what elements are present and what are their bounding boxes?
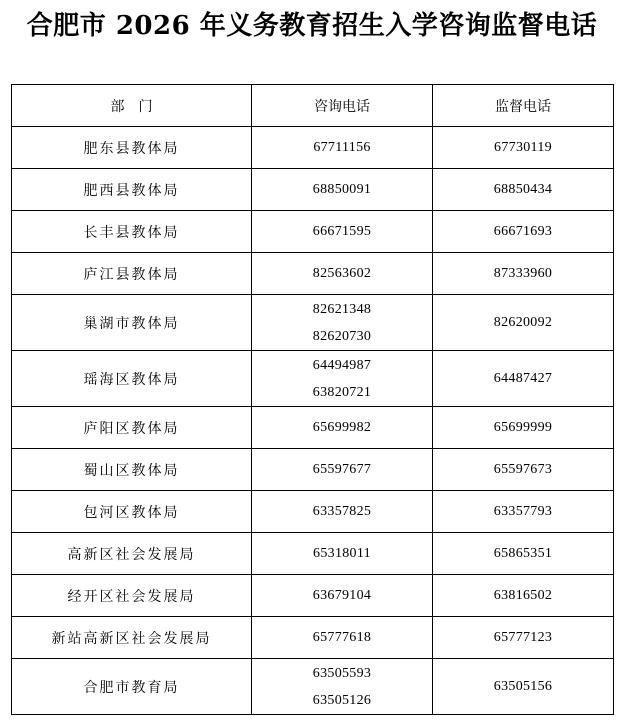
table-row: [12, 169, 614, 211]
supervise-phone-cell: 65865351: [433, 533, 614, 575]
supervise-phone-cell: 65699999: [433, 407, 614, 449]
page-title: 合肥市 2026 年义务教育招生入学咨询监督电话: [26, 11, 598, 41]
table-row: [12, 533, 614, 575]
department-cell: 新站高新区社会发展局: [12, 617, 252, 659]
phone-table: [11, 84, 614, 715]
department-cell: 包河区教体局: [12, 491, 252, 533]
table-row: [12, 211, 614, 253]
table-row: [12, 295, 614, 351]
table-row: [12, 407, 614, 449]
department-cell: 长丰县教体局: [12, 211, 252, 253]
supervise-phone-cell: 64487427: [433, 351, 614, 407]
department-cell: 肥东县教体局: [12, 127, 252, 169]
consult-phone-number: 63357825: [312, 504, 372, 519]
table-row: [12, 127, 614, 169]
consult-phone-number: 65318011: [313, 546, 371, 561]
supervise-phone-cell: 68850434: [433, 169, 614, 211]
consult-phone-number: 82563602: [312, 266, 372, 281]
supervise-phone-cell: 87333960: [433, 253, 614, 295]
consult-phone-cell: [252, 127, 433, 169]
consult-phone-cell: [252, 449, 433, 491]
consult-phone-number: 65777618: [312, 630, 372, 645]
consult-phone-cell: [252, 575, 433, 617]
consult-phone-number: 63505126: [312, 692, 372, 708]
consult-phone-number: 67711156: [313, 140, 371, 155]
table-row: [12, 449, 614, 491]
header-consult-phone: 咨询电话: [252, 85, 433, 127]
table-body: [12, 127, 614, 715]
consult-phone-number: 65597677: [312, 462, 372, 477]
department-cell: 庐江县教体局: [12, 253, 252, 295]
consult-phone-cell: [252, 533, 433, 575]
consult-phone-cell: [252, 491, 433, 533]
supervise-phone-cell: 63505156: [433, 659, 614, 715]
header-supervise-phone: 监督电话: [433, 85, 614, 127]
department-cell: 肥西县教体局: [12, 169, 252, 211]
department-cell: 蜀山区教体局: [12, 449, 252, 491]
supervise-phone-cell: 65597673: [433, 449, 614, 491]
department-cell: 庐阳区教体局: [12, 407, 252, 449]
table-row: [12, 351, 614, 407]
consult-phone-cell: [252, 253, 433, 295]
consult-phone-cell: [252, 659, 433, 715]
consult-phone-number: 68850091: [312, 182, 372, 197]
consult-phone-cell: [252, 351, 433, 407]
table-row: [12, 253, 614, 295]
department-cell: 经开区社会发展局: [12, 575, 252, 617]
consult-phone-cell: [252, 617, 433, 659]
table-header-row: [12, 85, 614, 127]
department-cell: 高新区社会发展局: [12, 533, 252, 575]
department-cell: 巢湖市教体局: [12, 295, 252, 351]
department-cell: 瑶海区教体局: [12, 351, 252, 407]
consult-phone-number: 66671595: [312, 224, 372, 239]
consult-phone-number: 63679104: [312, 588, 372, 603]
department-cell: 合肥市教育局: [12, 659, 252, 715]
consult-phone-cell: [252, 407, 433, 449]
table-row: [12, 491, 614, 533]
table-row: [12, 659, 614, 715]
consult-phone-number: 82621348: [312, 301, 372, 317]
consult-phone-number: 82620730: [312, 328, 372, 344]
consult-phone-cell: [252, 211, 433, 253]
consult-phone-cell: [252, 169, 433, 211]
supervise-phone-cell: 65777123: [433, 617, 614, 659]
supervise-phone-cell: 63816502: [433, 575, 614, 617]
consult-phone-cell: [252, 295, 433, 351]
table-row: [12, 575, 614, 617]
supervise-phone-cell: 66671693: [433, 211, 614, 253]
table-row: [12, 617, 614, 659]
header-department: 部门: [12, 85, 252, 127]
consult-phone-number: 63820721: [312, 384, 372, 400]
supervise-phone-cell: 82620092: [433, 295, 614, 351]
consult-phone-number: 65699982: [312, 420, 372, 435]
supervise-phone-cell: 63357793: [433, 491, 614, 533]
consult-phone-number: 63505593: [312, 665, 372, 681]
supervise-phone-cell: 67730119: [433, 127, 614, 169]
consult-phone-number: 64494987: [312, 357, 372, 373]
